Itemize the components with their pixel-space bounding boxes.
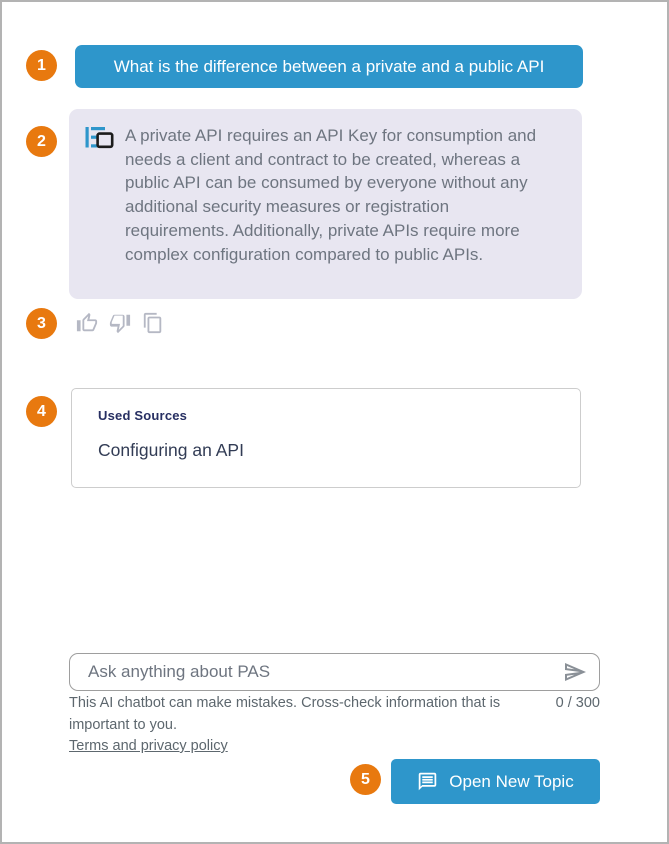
feedback-toolbar — [76, 312, 164, 334]
thumbs-up-icon — [76, 312, 98, 334]
thumbs-down-icon — [109, 312, 131, 334]
bot-message-text: A private API requires an API Key for consumption and needs a client and contract to be created, whereas a public API can be consumed by everyone without any additional security measures or registration requirements. Additionally, private APIs require more complex configuration compared to public APIs. — [125, 126, 537, 264]
annotation-badge-3: 3 — [26, 308, 57, 339]
message-input-container — [69, 653, 600, 691]
source-link[interactable]: Configuring an API — [98, 440, 244, 460]
send-icon — [563, 660, 587, 684]
annotation-badge-4: 4 — [26, 396, 57, 427]
open-new-topic-label: Open New Topic — [449, 771, 574, 791]
annotation-badge-5: 5 — [350, 764, 381, 795]
chatbot-avatar-icon — [85, 126, 115, 284]
open-new-topic-button[interactable] — [391, 759, 600, 804]
message-input[interactable] — [88, 662, 563, 682]
used-sources-header: Used Sources — [98, 408, 188, 423]
thumbs-down-button[interactable] — [109, 312, 131, 334]
thumbs-up-button[interactable] — [76, 312, 98, 334]
copy-icon — [142, 312, 164, 334]
bot-message-bubble — [69, 109, 582, 299]
used-sources-panel — [71, 388, 581, 488]
char-counter: 0 / 300 — [555, 695, 600, 711]
annotation-badge-1: 1 — [26, 50, 57, 81]
user-message-bubble — [75, 45, 583, 88]
copy-button[interactable] — [142, 312, 164, 334]
send-button[interactable] — [563, 660, 587, 684]
disclaimer-text: This AI chatbot can make mistakes. Cross-check information that is important to you. — [69, 695, 501, 733]
disclaimer-row — [69, 693, 600, 736]
user-message-text: What is the difference between a private and a public API — [113, 56, 545, 76]
annotation-badge-2: 2 — [26, 126, 57, 157]
terms-privacy-link[interactable]: Terms and privacy policy — [69, 738, 228, 754]
chat-bubble-icon — [417, 771, 438, 792]
